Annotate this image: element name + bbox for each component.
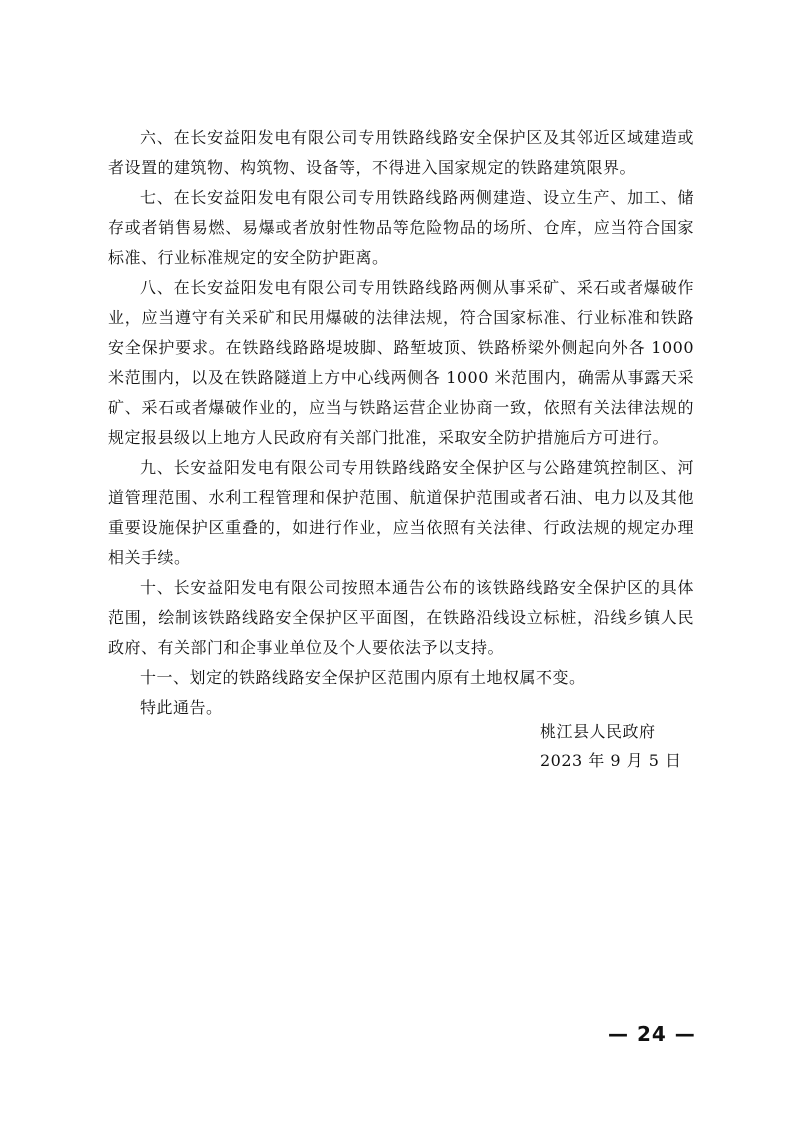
paragraph-item-8: 八、在长安益阳发电有限公司专用铁路线路两侧从事采矿、采石或者爆破作业，应当遵守有关采矿和民用爆破的法律法规，符合国家标准、行业标准和铁路安全保护要求。在铁路线路路堤坡脚、路堑坡顶、铁路桥梁外侧起向外各 1000 米范围内，以及在铁路隧道上方中心线两侧各 1000 米范围内，确需从事露天采矿、采石或者爆破作业的，应当与铁路运营企业协商一致，依照有关法律法规的规定报县级以上地方人民政府有关部门批准，采取安全防护措施后方可进行。 bbox=[108, 278, 694, 447]
paragraph-item-9: 九、长安益阳发电有限公司专用铁路线路安全保护区与公路建筑控制区、河道管理范围、水利工程管理和保护范围、航道保护范围或者石油、电力以及其他重要设施保护区重叠的，如进行作业，应当依照有关法律、行政法规的规定办理相关手续。 bbox=[108, 458, 694, 567]
closing-statement: 特此通告。 bbox=[140, 698, 223, 717]
paragraph-item-10: 十、长安益阳发电有限公司按照本通告公布的该铁路线路安全保护区的具体范围，绘制该铁路线路安全保护区平面图，在铁路沿线设立标桩，沿线乡镇人民政府、有关部门和企事业单位及个人要依法予以支持。 bbox=[108, 578, 694, 657]
paragraph-item-6: 六、在长安益阳发电有限公司专用铁路线路安全保护区及其邻近区域建造或者设置的建筑物、构筑物、设备等，不得进入国家规定的铁路建筑限界。 bbox=[108, 128, 694, 177]
paragraph-item-7: 七、在长安益阳发电有限公司专用铁路线路两侧建造、设立生产、加工、储存或者销售易燃、易爆或者放射性物品等危险物品的场所、仓库，应当符合国家标准、行业标准规定的安全防护距离。 bbox=[108, 188, 694, 267]
page-number: — 24 — bbox=[608, 1022, 696, 1046]
paragraph-item-11: 十一、划定的铁路线路安全保护区范围内原有土地权属不变。 bbox=[140, 668, 586, 687]
issue-date: 2023 年 9 月 5 日 bbox=[540, 751, 682, 770]
issuer-signature: 桃江县人民政府 bbox=[540, 722, 656, 741]
document-body bbox=[108, 123, 694, 723]
